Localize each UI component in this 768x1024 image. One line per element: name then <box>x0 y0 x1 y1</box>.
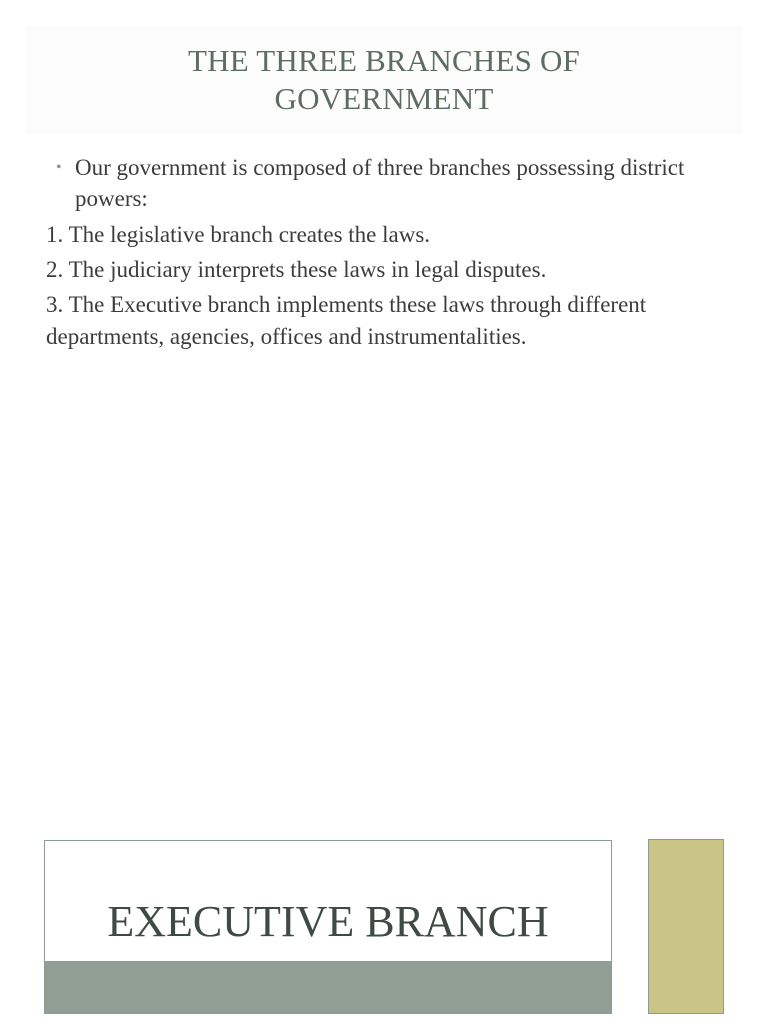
bullet-text: Our government is composed of three branches possessing district powers: <box>75 155 685 211</box>
numbered-list <box>46 219 736 356</box>
section-title-card <box>44 840 612 1014</box>
numbered-item-judiciary: 2. The judiciary interprets these laws in legal disputes. <box>46 257 547 282</box>
section-title: EXECUTIVE BRANCH <box>107 897 549 946</box>
numbered-item-legislative: 1. The legislative branch creates the laws. <box>46 222 431 247</box>
slide-title-box <box>26 26 742 134</box>
slide-three-branches <box>0 0 768 420</box>
bullet-item <box>56 152 736 214</box>
numbered-item-executive: 3. The Executive branch implements these laws through different departments, agencies, offices and instrumentalities. <box>46 292 647 349</box>
bullet-dot-icon: • <box>56 159 62 176</box>
accent-block <box>648 839 724 1014</box>
slide-title: THE THREE BRANCHES OF GOVERNMENT <box>187 43 581 116</box>
title-band <box>45 961 611 1013</box>
slide-executive-branch <box>0 838 768 1024</box>
